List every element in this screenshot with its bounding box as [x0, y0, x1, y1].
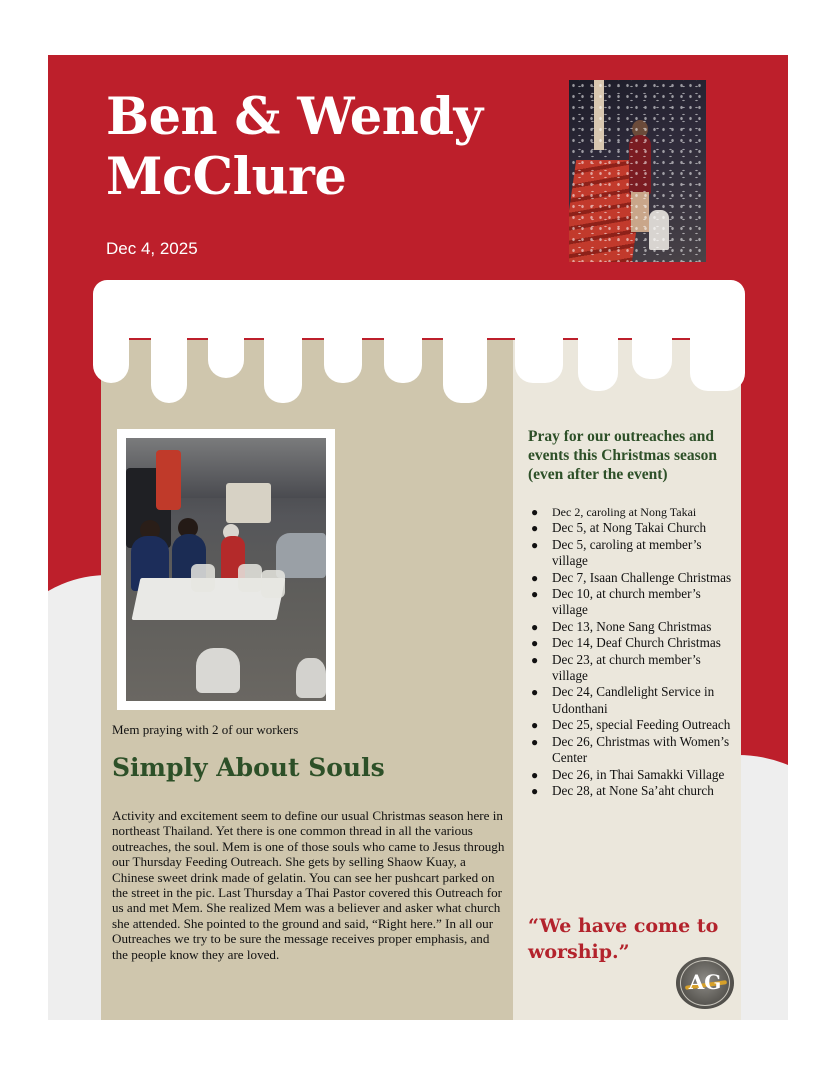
bullet-icon: ● — [531, 619, 539, 634]
newsletter-title: Ben & Wendy McClure — [106, 87, 483, 207]
bullet-icon: ● — [531, 783, 539, 798]
snow-drip — [264, 323, 302, 403]
bullet-icon: ● — [531, 734, 539, 749]
bullet-icon: ● — [531, 685, 539, 700]
snow-drip — [632, 323, 672, 379]
snow-drip — [690, 323, 745, 391]
snow-drip — [324, 323, 362, 383]
bullet-icon: ● — [531, 718, 539, 733]
bullet-icon: ● — [531, 537, 539, 552]
logo-text: AG — [688, 970, 722, 994]
snow-drip — [515, 323, 563, 383]
event-item: ● Dec 5, at Nong Takai Church — [531, 520, 707, 536]
bullet-icon: ● — [531, 652, 539, 667]
feeding-outreach-photo — [117, 429, 335, 710]
article-heading: Simply About Souls — [112, 753, 385, 782]
event-item: ● Dec 5, caroling at member’s village — [531, 536, 702, 569]
bullet-icon: ● — [531, 636, 539, 651]
prayer-heading: Pray for our outreaches and events this Christmas season (even after the event) — [528, 428, 718, 483]
event-item: ● Dec 24, Candlelight Service in Udonthani — [531, 684, 715, 716]
newsletter-date: Dec 4, 2025 — [106, 239, 198, 258]
event-item: ● Dec 13, None Sang Christmas — [531, 618, 712, 634]
event-item: ● Dec 2, caroling at Nong Takai — [531, 505, 697, 519]
header-photo — [569, 80, 706, 262]
newsletter-page — [48, 55, 788, 1020]
snow-drip — [93, 323, 129, 383]
worship-quote: “We have come to worship.” — [528, 915, 719, 963]
event-item: ● Dec 7, Isaan Challenge Christmas — [531, 569, 732, 585]
bullet-icon: ● — [531, 767, 539, 782]
event-item: ● Dec 14, Deaf Church Christmas — [531, 635, 721, 651]
snow-drip — [208, 323, 244, 378]
snow-drip — [443, 323, 487, 403]
bullet-icon: ● — [531, 570, 539, 585]
event-item: ● Dec 23, at church member’s village — [531, 651, 701, 684]
snow-drip — [384, 323, 422, 383]
event-item: ● Dec 25, special Feeding Outreach — [531, 717, 731, 733]
bullet-icon: ● — [531, 521, 539, 536]
event-item: ● Dec 28, at None Sa’aht church — [531, 782, 714, 798]
event-item: ● Dec 26, in Thai Samakki Village — [531, 766, 725, 782]
event-item: ● Dec 26, Christmas with Women’s Center — [531, 733, 730, 766]
photo-caption: Mem praying with 2 of our workers — [112, 722, 299, 737]
event-item: ● Dec 10, at church member’s village — [531, 586, 701, 618]
bullet-icon: ● — [531, 505, 539, 519]
article-body: Activity and excitement seem to define our usual Christmas season here in northeast Thailand. Yet there is one common thread in all the various outreaches, the soul. Mem is one of those souls who came to Jesus through our Thursday Feeding Outreach. She gets by selling Shaow Kuay, a Chinese sweet drink made of gelatin. You can see her pushcart parked on the street in the pic. Last Thursday a Thai Pastor covered this Outreach for us and met Mem. She realized Mem was a believer and asker what church she attended. She pointed to the ground and said, “Right here.” In all our Outreaches we try to be sure the message receives proper emphasis, and the people know they are loved. — [112, 808, 505, 962]
snow-drip — [578, 323, 618, 391]
bullet-icon: ● — [531, 587, 539, 602]
snow-drip — [151, 323, 187, 403]
event-list — [528, 504, 738, 799]
